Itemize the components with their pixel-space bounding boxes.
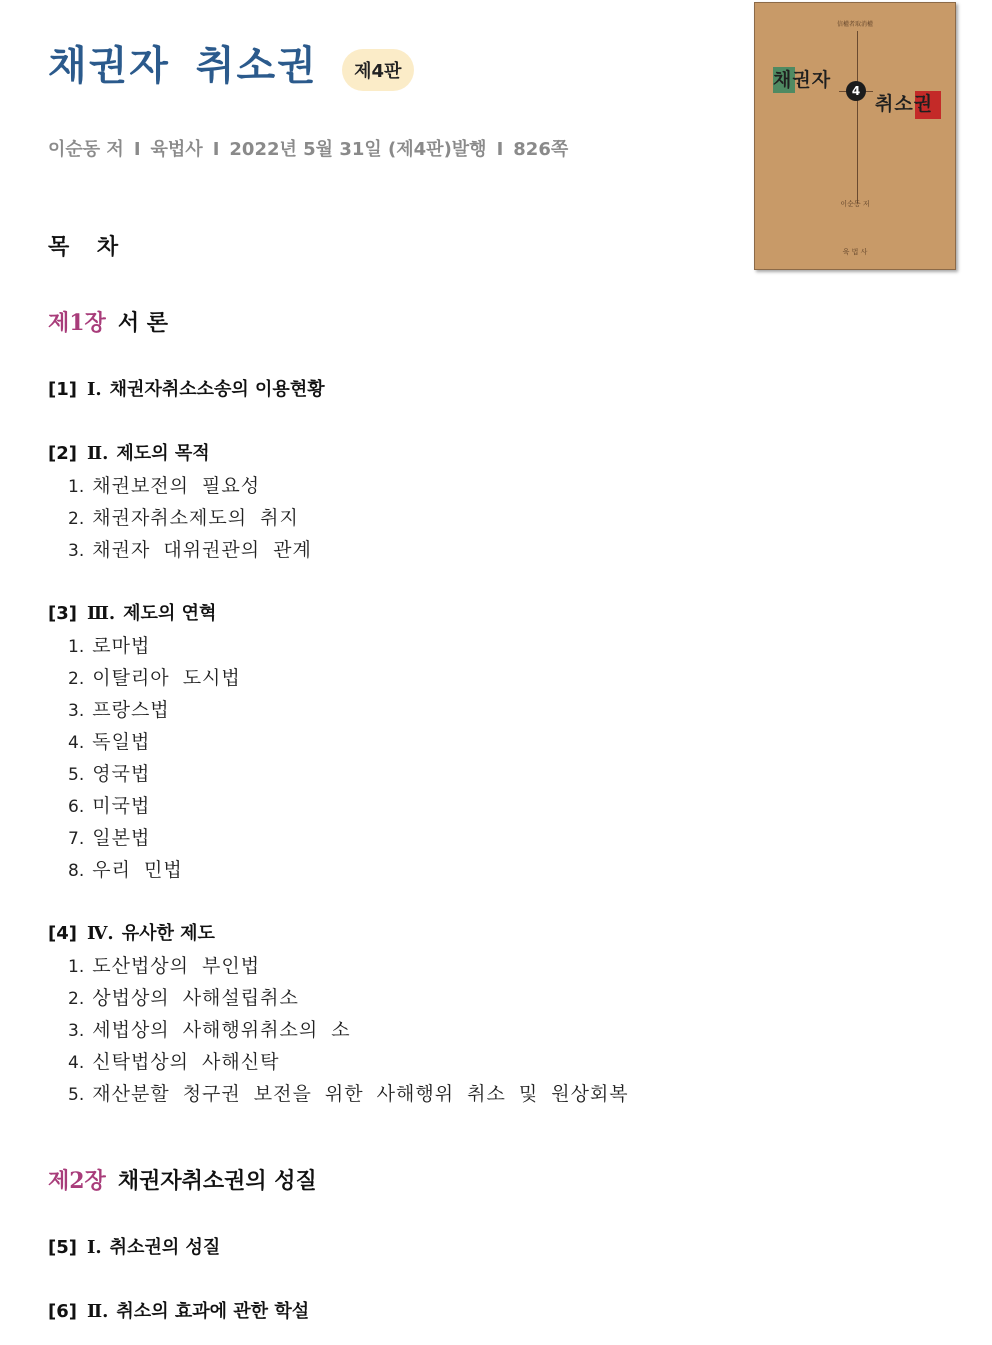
list-item xyxy=(48,790,748,822)
item-number: 2. xyxy=(68,989,85,1009)
item-text: 우리 민법 xyxy=(92,859,183,881)
item-number: 1. xyxy=(68,957,85,977)
section-number: [2] xyxy=(48,443,77,464)
list-item xyxy=(48,1078,748,1110)
item-text: 독일법 xyxy=(92,731,151,753)
cover-edition-number: 4 xyxy=(846,81,866,101)
item-text: 로마법 xyxy=(92,635,151,657)
list-item xyxy=(48,662,748,694)
item-text: 채권자취소제도의 취지 xyxy=(92,507,299,529)
item-number: 3. xyxy=(68,701,85,721)
toc-heading: 목 차 xyxy=(48,235,129,260)
list-item xyxy=(48,822,748,854)
section-roman: Ⅱ. xyxy=(86,443,109,464)
book-title: 채권자 취소권 xyxy=(48,43,318,89)
book-meta xyxy=(48,136,568,164)
item-text: 영국법 xyxy=(92,763,151,785)
list-item xyxy=(48,758,748,790)
section-heading xyxy=(48,1296,748,1328)
item-text: 미국법 xyxy=(92,795,151,817)
item-number: 2. xyxy=(68,669,85,689)
item-text: 채권자 대위권관의 관계 xyxy=(92,539,312,561)
list-item xyxy=(48,534,748,566)
item-number: 8. xyxy=(68,861,85,881)
section-number: [1] xyxy=(48,379,77,400)
section-roman: Ⅲ. xyxy=(86,603,116,624)
item-number: 4. xyxy=(68,733,85,753)
meta-date: 2022년 5월 31일 (제4판)발행 xyxy=(229,139,487,160)
section-roman: Ⅰ. xyxy=(86,1237,102,1258)
meta-separator: I xyxy=(133,139,141,160)
item-text: 신탁법상의 사해신탁 xyxy=(92,1051,280,1073)
section-roman: Ⅱ. xyxy=(86,1301,109,1322)
item-number: 7. xyxy=(68,829,85,849)
table-of-contents xyxy=(48,306,748,1328)
section-heading xyxy=(48,598,748,630)
list-item xyxy=(48,1046,748,1078)
section-roman: Ⅰ. xyxy=(86,379,102,400)
section-number: [6] xyxy=(48,1301,77,1322)
item-number: 5. xyxy=(68,765,85,785)
meta-separator: I xyxy=(496,139,504,160)
item-text: 상법상의 사해설립취소 xyxy=(92,987,299,1009)
section-number: [5] xyxy=(48,1237,77,1258)
item-number: 2. xyxy=(68,509,85,529)
item-text: 프랑스법 xyxy=(92,699,170,721)
item-number: 6. xyxy=(68,797,85,817)
section-title: 제도의 목적 xyxy=(116,443,210,464)
chapter-label: 제1장 xyxy=(48,310,106,336)
chapter-2-heading xyxy=(48,1164,748,1198)
meta-separator: I xyxy=(212,139,220,160)
cover-publisher: 육 법 사 xyxy=(842,248,868,256)
list-item xyxy=(48,502,748,534)
list-item xyxy=(48,470,748,502)
list-item xyxy=(48,950,748,982)
section-heading xyxy=(48,918,748,950)
cover-author: 이순동 저 xyxy=(840,200,870,208)
cover-word-2: 취소권 xyxy=(875,93,934,115)
title-row xyxy=(48,38,414,94)
item-text: 세법상의 사해행위취소의 소 xyxy=(92,1019,351,1041)
section-heading xyxy=(48,374,748,406)
section-number: [4] xyxy=(48,923,77,944)
item-number: 4. xyxy=(68,1053,85,1073)
list-item xyxy=(48,854,748,886)
section-title: 취소권의 성질 xyxy=(109,1237,221,1258)
cover-top-text: 信權者取消權 xyxy=(836,21,873,28)
item-number: 1. xyxy=(68,637,85,657)
item-number: 1. xyxy=(68,477,85,497)
cover-vertical-line xyxy=(857,31,858,203)
chapter-title: 서 론 xyxy=(117,311,168,336)
item-text: 일본법 xyxy=(92,827,151,849)
section-title: 제도의 연혁 xyxy=(123,603,217,624)
section-heading xyxy=(48,438,748,470)
meta-author: 이순동 저 xyxy=(48,139,124,160)
list-item xyxy=(48,726,748,758)
cover-word-1: 채권자 xyxy=(773,69,832,91)
section-heading xyxy=(48,1232,748,1264)
chapter-1-heading xyxy=(48,306,748,340)
book-cover-image xyxy=(754,2,956,270)
list-item xyxy=(48,982,748,1014)
edition-badge: 제4판 xyxy=(342,49,414,91)
item-text: 이탈리아 도시법 xyxy=(92,667,241,689)
section-number: [3] xyxy=(48,603,77,624)
item-text: 도산법상의 부인법 xyxy=(92,955,261,977)
chapter-title: 채권자취소권의 성질 xyxy=(117,1169,317,1194)
section-title: 취소의 효과에 관한 학설 xyxy=(116,1301,310,1322)
item-number: 5. xyxy=(68,1085,85,1105)
list-item xyxy=(48,630,748,662)
section-title: 채권자취소소송의 이용현황 xyxy=(109,379,325,400)
item-text: 채권보전의 필요성 xyxy=(92,475,261,497)
list-item xyxy=(48,694,748,726)
list-item xyxy=(48,1014,748,1046)
section-roman: Ⅳ. xyxy=(86,923,114,944)
chapter-label: 제2장 xyxy=(48,1168,106,1194)
meta-publisher: 육법사 xyxy=(150,139,203,160)
section-title: 유사한 제도 xyxy=(121,923,215,944)
item-number: 3. xyxy=(68,1021,85,1041)
item-text: 재산분할 청구권 보전을 위한 사해행위 취소 및 원상회복 xyxy=(92,1083,629,1105)
meta-pages: 826쪽 xyxy=(513,139,569,160)
item-number: 3. xyxy=(68,541,85,561)
